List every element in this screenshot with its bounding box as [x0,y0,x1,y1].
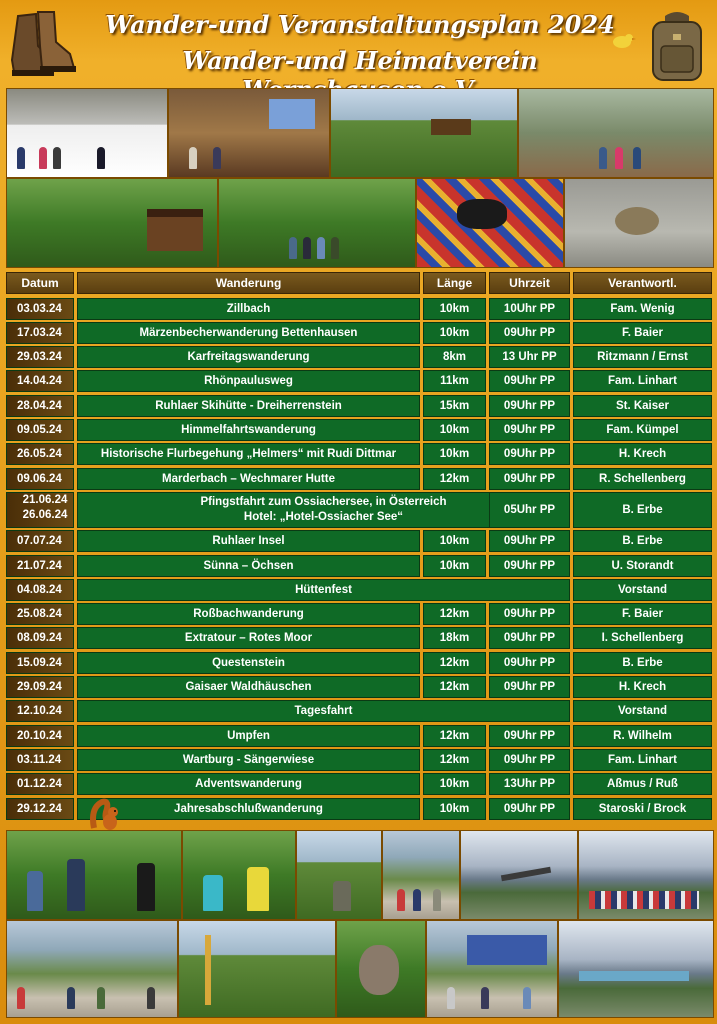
photo-hiker-sitting [296,830,382,920]
photo-toad [564,178,714,268]
row-date: 28.04.24 [6,395,74,417]
photo-alpine-horn [178,920,336,1018]
photo-dog-blanket [416,178,564,268]
row-date: 26.05.24 [6,443,74,465]
row-responsible: H. Krech [573,676,712,698]
row-hike: Ruhlaer Skihütte - Dreiherrenstein [77,395,420,417]
row-length: 10km [423,443,486,465]
table-row [6,492,712,528]
table-row [6,530,712,552]
row-time: 09Uhr PP [489,443,570,465]
header-responsible: Verantwortl. [573,272,712,294]
row-date-start: 21.06.24 [22,493,68,506]
row-time: 09Uhr PP [489,322,570,344]
row-hike: Adventswanderung [77,773,420,795]
row-date: 03.03.24 [6,298,74,320]
table-row [6,676,712,698]
table-row [6,370,712,392]
row-date: 25.08.24 [6,603,74,625]
row-hike: Marderbach – Wechmarer Hutte [77,468,420,490]
row-time: 09Uhr PP [489,652,570,674]
row-time: 09Uhr PP [489,725,570,747]
squirrel-icon [90,798,120,832]
header-time: Uhrzeit [489,272,570,294]
row-date-end: 26.06.24 [22,508,68,521]
table-row [6,555,712,577]
row-date: 09.05.24 [6,419,74,441]
table-row [6,298,712,320]
row-length: 10km [423,322,486,344]
row-length: 12km [423,676,486,698]
row-date: 20.10.24 [6,725,74,747]
row-length: 10km [423,773,486,795]
row-responsible: R. Wilhelm [573,725,712,747]
row-time: 09Uhr PP [489,603,570,625]
row-length: 10km [423,419,486,441]
header-date: Datum [6,272,74,294]
photo-hikers-woods [518,88,714,178]
row-length: 12km [423,468,486,490]
bird-icon [610,30,636,52]
row-length: 8km [423,346,486,368]
row-date: 07.07.24 [6,530,74,552]
row-hike: Himmelfahrtswanderung [77,419,420,441]
row-hike: Tagesfahrt [77,700,570,722]
row-length: 12km [423,749,486,771]
row-length: 10km [423,798,486,820]
row-time: 09Uhr PP [489,395,570,417]
row-responsible: St. Kaiser [573,395,712,417]
row-date: 29.09.24 [6,676,74,698]
table-row [6,346,712,368]
table-row [6,749,712,771]
row-responsible: Ritzmann / Ernst [573,346,712,368]
photo-hikers-portrait [6,830,182,920]
row-responsible: B. Erbe [573,492,712,528]
row-responsible: F. Baier [573,603,712,625]
table-row [6,603,712,625]
page-header [0,0,717,88]
row-date: 01.12.24 [6,773,74,795]
page-title: Wander-und Veranstaltungsplan 2024 [105,10,615,39]
row-hike: Rhönpaulusweg [77,370,420,392]
row-time: 09Uhr PP [489,798,570,820]
header-hike: Wanderung [77,272,420,294]
row-length: 12km [423,725,486,747]
row-time: 13 Uhr PP [489,346,570,368]
row-date: 29.12.24 [6,798,74,820]
row-date: 12.10.24 [6,700,74,722]
table-row [6,700,712,722]
photo-meeting-room [168,88,330,178]
row-responsible: Fam. Linhart [573,749,712,771]
row-time: 05Uhr PP [489,492,570,528]
row-hike: Historische Flurbegehung „Helmers“ mit Rudi Dittmar [77,443,420,465]
row-hike: Zillbach [77,298,420,320]
table-row [6,627,712,649]
row-time: 09Uhr PP [489,676,570,698]
row-time: 09Uhr PP [489,749,570,771]
row-hike: Jahresabschlußwanderung [77,798,420,820]
photo-group-trail [6,920,178,1018]
table-row [6,322,712,344]
table-row [6,652,712,674]
row-responsible: B. Erbe [573,652,712,674]
photo-monkey [336,920,426,1018]
row-responsible: R. Schellenberg [573,468,712,490]
photo-group-bus [426,920,558,1018]
row-responsible: B. Erbe [573,530,712,552]
photo-group-forest [218,178,416,268]
row-responsible: Aßmus / Ruß [573,773,712,795]
row-hike: Hüttenfest [77,579,570,601]
row-length: 10km [423,555,486,577]
row-hike: Roßbachwanderung [77,603,420,625]
table-row [6,773,712,795]
photo-forest-hut [330,88,518,178]
row-responsible: Staroski / Brock [573,798,712,820]
row-responsible: I. Schellenberg [573,627,712,649]
row-hike: Extratour – Rotes Moor [77,627,420,649]
row-time: 09Uhr PP [489,419,570,441]
row-date: 14.04.24 [6,370,74,392]
row-responsible: F. Baier [573,322,712,344]
row-date: 17.03.24 [6,322,74,344]
row-length: 11km [423,370,486,392]
photo-skywalk [460,830,578,920]
row-date: 03.11.24 [6,749,74,771]
row-date: 29.03.24 [6,346,74,368]
table-header-row [6,272,712,294]
photo-collage-top [6,88,712,266]
row-length: 15km [423,395,486,417]
row-hike: Gaisaer Waldhäuschen [77,676,420,698]
row-length: 10km [423,530,486,552]
row-length: 12km [423,603,486,625]
table-row [6,443,712,465]
row-date: 08.09.24 [6,627,74,649]
row-time: 09Uhr PP [489,468,570,490]
row-date: 21.07.24 [6,555,74,577]
photo-group-mountain-church [578,830,714,920]
row-time: 09Uhr PP [489,530,570,552]
photo-wooden-hut [6,178,218,268]
row-time: 10Uhr PP [489,298,570,320]
row-responsible: Vorstand [573,579,712,601]
photo-snow-walk [6,88,168,178]
row-date: 09.06.24 [6,468,74,490]
row-length: 12km [423,652,486,674]
row-responsible: Vorstand [573,700,712,722]
hiking-boots-icon [8,6,84,84]
row-responsible: U. Storandt [573,555,712,577]
row-hike: Umpfen [77,725,420,747]
row-hike: Questenstein [77,652,420,674]
row-hike: Wartburg - Sängerwiese [77,749,420,771]
row-hike: Ruhlaer Insel [77,530,420,552]
table-row [6,419,712,441]
row-responsible: Fam. Kümpel [573,419,712,441]
row-date: 04.08.24 [6,579,74,601]
row-hike: Karfreitagswanderung [77,346,420,368]
photo-group-road [382,830,460,920]
row-hike-line1: Pfingstfahrt zum Ossiachersee, in Österreich [200,495,447,508]
row-responsible: Fam. Wenig [573,298,712,320]
table-row [6,579,712,601]
backpack-icon [645,8,709,84]
photo-two-hikers [182,830,296,920]
row-hike-line2: Hotel: „Hotel-Ossiacher See“ [243,510,404,523]
table-row [6,395,712,417]
row-length: 18km [423,627,486,649]
row-hike: Märzenbecherwanderung Bettenhausen [77,322,420,344]
photo-collage-bottom [6,830,712,1016]
row-responsible: H. Krech [573,443,712,465]
row-hike: Sünna – Öchsen [77,555,420,577]
row-time: 09Uhr PP [489,555,570,577]
table-row [6,725,712,747]
row-time: 09Uhr PP [489,370,570,392]
row-time: 09Uhr PP [489,627,570,649]
row-length: 10km [423,298,486,320]
table-row [6,468,712,490]
row-time: 13Uhr PP [489,773,570,795]
page-subtitle: Wander-und Heimatverein [182,46,538,75]
row-responsible: Fam. Linhart [573,370,712,392]
row-date [6,492,74,528]
row-date: 15.09.24 [6,652,74,674]
header-length: Länge [423,272,486,294]
photo-alpine-lake [558,920,714,1018]
